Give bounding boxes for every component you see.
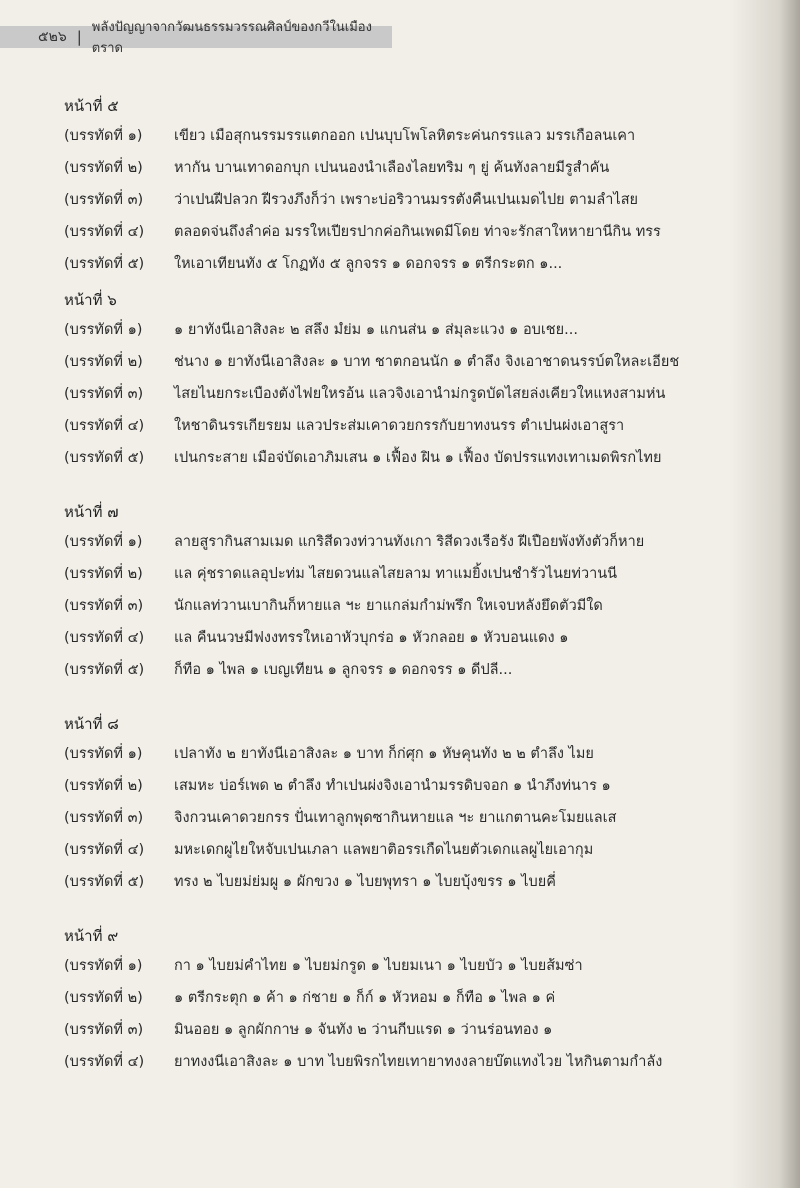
line-label: (บรรทัดที่ ๔) [64,630,145,646]
line-text: ๑ ตรีกระตุก ๑ ค้า ๑ ก่ชาย ๑ ก็ก์ ๑ หัวหอม ๑ ก็ทือ ๑ ไพล ๑ ค่ [174,990,556,1006]
section-heading: หน้าที่ ๗ [64,503,119,521]
line-label: (บรรทัดที่ ๓) [64,810,144,826]
transcription-line [64,526,764,558]
line-text: กา ๑ ไบยม่คำไทย ๑ ไบยม่กรูด ๑ ไบยมเนา ๑ ไบยบัว ๑ ไบยส้มซ่า [174,958,583,974]
line-text: เปนกระสาย เมือจ่บัดเอาภิมเสน ๑ เฟื้อง ฝิน ๑ เฟื้อง บัดปรรแทงเทาเมดพิรกไทย [174,450,662,466]
transcription-line [64,120,764,152]
line-text: หากัน บานเทาดอกบุก เปนนองนำเลืองไลยทริม ๆ ยู่ ค้นทังลายมีรูสำคัน [174,160,610,176]
transcription-line [64,152,764,184]
line-text: เปลาทัง ๒ ยาทังนีเอาสิงละ ๑ บาท ก็ก่ศุก ๑ หัษคุนทัง ๒ ๒ ตำลึง ไมย [174,746,594,762]
line-label: (บรรทัดที่ ๑) [64,958,143,974]
transcription-line [64,216,764,248]
transcription-line [64,622,764,654]
line-text: ใหชาดินรรเกียรยม แลวประส่มเคาดวยกรรกับยาทงนรร ตำเปนผ่งเอาสูรา [174,418,625,434]
transcription-line [64,558,764,590]
line-text: มินออย ๑ ลูกผักกาษ ๑ จันทัง ๒ ว่านกีบแรด ๑ ว่านร่อนทอง ๑ [174,1022,553,1038]
line-text: จิงกวนเคาดวยกรร ปั่นเทาลูกพุดซากินหายแล ฯะ ยาแกตานคะโมยแลเส [174,810,617,826]
transcription-line [64,834,764,866]
line-label: (บรรทัดที่ ๑) [64,746,143,762]
line-label: (บรรทัดที่ ๓) [64,386,144,402]
line-label: (บรรทัดที่ ๓) [64,192,144,208]
line-label: (บรรทัดที่ ๑) [64,322,143,338]
line-label: (บรรทัดที่ ๒) [64,566,143,582]
line-label: (บรรทัดที่ ๕) [64,450,145,466]
transcription-line [64,982,764,1014]
line-label: (บรรทัดที่ ๓) [64,1022,144,1038]
line-label: (บรรทัดที่ ๕) [64,662,145,678]
transcription-line [64,590,764,622]
section-heading: หน้าที่ ๕ [64,97,119,115]
line-text: ทรง ๒ ไบยม่ย่มผู ๑ ผักขวง ๑ ไบยพุทรา ๑ ไบยบุ้งขรร ๑ ไบยคี่ [174,874,556,890]
page-section [64,92,764,280]
transcription-line [64,738,764,770]
page-section [64,286,764,474]
transcription-line [64,346,764,378]
line-label: (บรรทัดที่ ๑) [64,128,143,144]
line-text: เขียว เมือสุกนรรมรรแตกออก เปนบุบโพโลหิตระค่นกรรแลว มรรเกือลนเคา [174,128,636,144]
transcription-line [64,802,764,834]
transcription-line [64,770,764,802]
page-section [64,498,764,686]
page-section [64,710,764,898]
transcription-line [64,184,764,216]
line-text: แล คืนนวษมีฟงงทรรใหเอาหัวบุกร่อ ๑ หัวกลอย ๑ หัวบอนแดง ๑ [174,630,569,646]
transcription-line [64,248,764,280]
line-text: ตลอดจ่นถึงลำค่อ มรรใหเปียรปากค่อกินเพดมีโดย ท่าจะรักสาใหหายานีกิน ทรร [174,224,661,240]
transcription-line [64,314,764,346]
line-label: (บรรทัดที่ ๔) [64,418,145,434]
line-text: มหะเดกผูไยใหจับเปนเภลา แลพยาติอรรเกืดไนยตัวเดกแลผูไยเอากุม [174,842,594,858]
line-text: ใหเอาเทียนทัง ๕ โกฏทัง ๕ ลูกจรร ๑ ดอกจรร ๑ ตรีกระตก ๑... [174,256,563,272]
transcription-line [64,410,764,442]
line-text: ช่นาง ๑ ยาทังนีเอาสิงละ ๑ บาท ชาตกอนนัก ๑ ตำลึง จิงเอาชาดนรรบ์ตใหละเอียช [174,354,680,370]
line-text: ไสยไนยกระเบืองตังไฟยใหรอ้น แลวจิงเอานำม่กรูดบัดไสยล่งเคียวใหแหงสามห่น [174,386,666,402]
section-heading: หน้าที่ ๙ [64,927,119,945]
transcription-line [64,866,764,898]
section-heading: หน้าที่ ๘ [64,715,119,733]
line-text: ว่าเปนฝีปลวก ฝีรวงภึงก็ว่า เพราะบ่อริวานมรรตังคืนเปนเมดไปย ตามลำไสย [174,192,639,208]
transcription-line [64,1014,764,1046]
page-section [64,922,764,1078]
line-label: (บรรทัดที่ ๕) [64,256,145,272]
header-separator: | [76,28,82,46]
line-label: (บรรทัดที่ ๔) [64,1054,145,1070]
transcription-line [64,654,764,686]
transcription-line [64,1046,764,1078]
transcription-line [64,378,764,410]
line-label: (บรรทัดที่ ๓) [64,598,144,614]
line-label: (บรรทัดที่ ๒) [64,778,143,794]
transcription-line [64,442,764,474]
line-label: (บรรทัดที่ ๔) [64,842,145,858]
line-text: ก็ทือ ๑ ไพล ๑ เบญเทียน ๑ ลูกจรร ๑ ดอกจรร ๑ ดีปลี... [174,662,513,678]
transcription-line [64,950,764,982]
line-text: นักแลท่วานเบากินก็หายแล ฯะ ยาแกล่มกำม่พรึก ใหเจบหลังยึดตัวมีใด [174,598,603,614]
line-label: (บรรทัดที่ ๒) [64,354,143,370]
line-text: แล คุ่ชราดแลอุปะท่ม ไสยดวนแลไสยลาม ทาแมยิ้งเปนชำรัวไนยท่วานนี [174,566,618,582]
line-text: ยาทงงนีเอาสิงละ ๑ บาท ไบยพิรกไทยเทายาทงงลายบ๊ตแทงไวย ไหกินตามกำลัง [174,1054,663,1070]
line-label: (บรรทัดที่ ๒) [64,160,143,176]
line-text: เสมหะ บ่อร์เพด ๒ ตำลึง ทำเปนผ่งจิงเอานำมรรดิบจอก ๑ นำภึงท่นาร ๑ [174,778,611,794]
line-label: (บรรทัดที่ ๒) [64,990,143,1006]
line-label: (บรรทัดที่ ๑) [64,534,143,550]
line-label: (บรรทัดที่ ๕) [64,874,145,890]
page-number: ๕๒๖ [38,29,67,45]
line-label: (บรรทัดที่ ๔) [64,224,145,240]
section-heading: หน้าที่ ๖ [64,291,117,309]
running-header [0,20,392,56]
line-text: ๑ ยาทังนีเอาสิงละ ๒ สลึง มํย่ม ๑ แกนส่น ๑ ส่มุละแวง ๑ อบเชย... [174,322,578,338]
transcription-body [64,92,764,1078]
line-text: ลายสูรากินสามเมด แกริสีดวงท่วานทังเกา ริสีดวงเรือรัง ฝีเปือยพังทังตัวก็หาย [174,534,645,550]
running-title: พลังปัญญาจากวัฒนธรรมวรรณศิลป์ของกวีในเมืองตราด [91,20,372,56]
